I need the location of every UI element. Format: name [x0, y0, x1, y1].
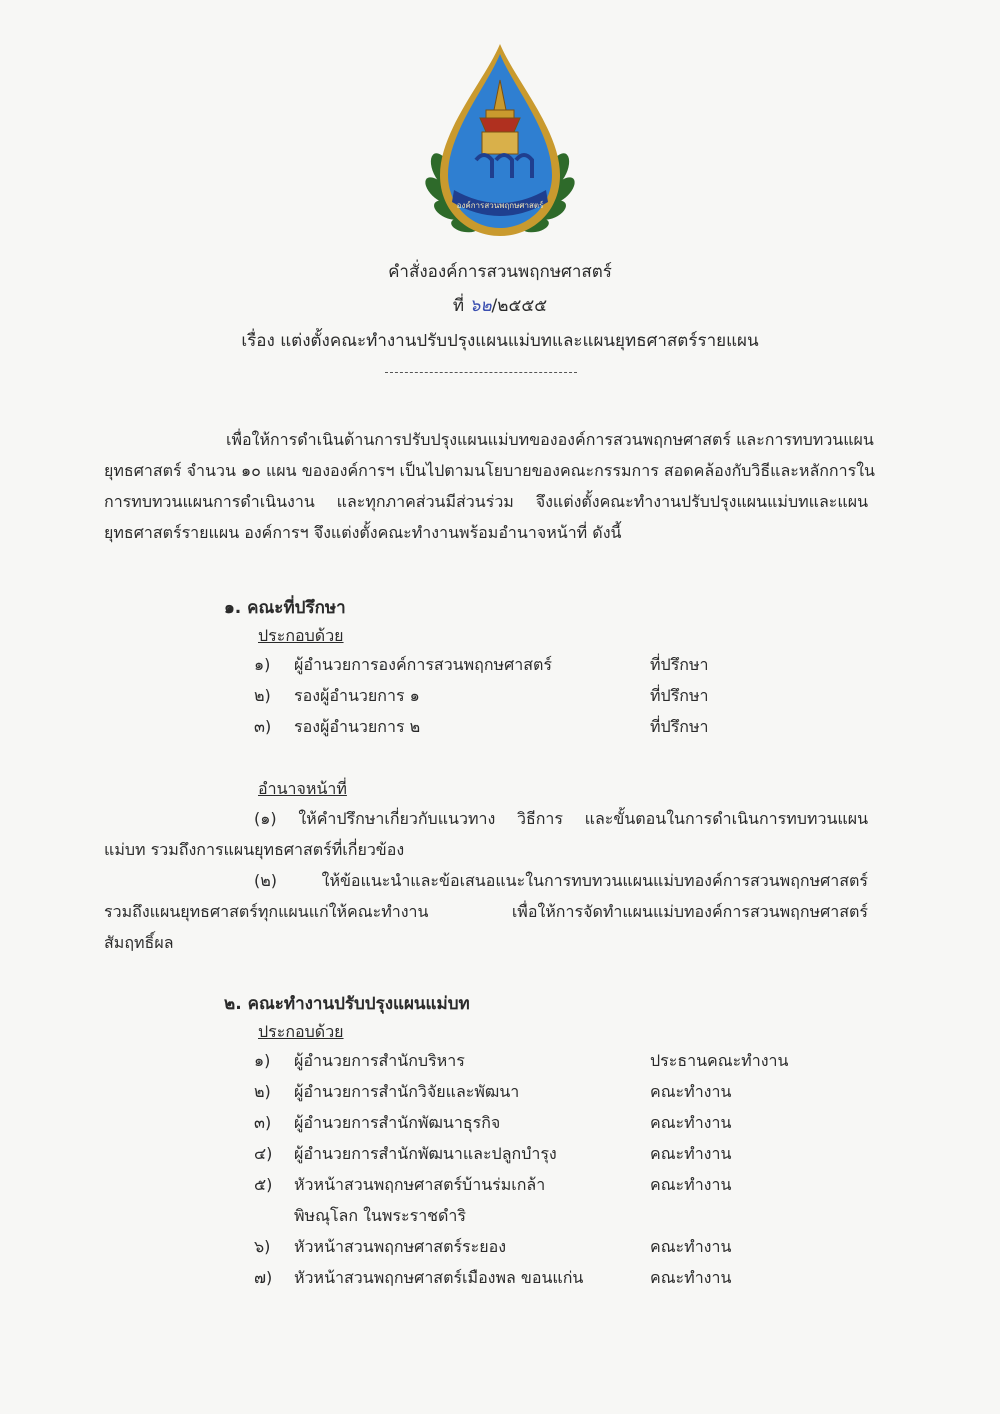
section1-composed-label: ประกอบด้วย [258, 626, 344, 645]
intro-paragraph [104, 424, 875, 548]
member-role: ที่ปรึกษา [650, 686, 709, 705]
order-number [0, 292, 1000, 319]
svg-text:องค์การสวนพฤกษศาสตร์: องค์การสวนพฤกษศาสตร์ [456, 201, 544, 210]
duty-line: (๑) ให้คำปรึกษาเกี่ยวกับแนวทาง วิธีการ และขั้นตอนในการดำเนินการทบทวนแผน [254, 809, 868, 828]
organization-emblem-logo [420, 40, 580, 240]
duty-line: แม่บท รวมถึงการแผนยุทธศาสตร์ที่เกี่ยวข้อง [104, 840, 405, 859]
order-number-handwritten: ๖๒ [469, 296, 492, 316]
member-number: ๓) [254, 717, 272, 736]
order-subject: เรื่อง แต่งตั้งคณะทำงานปรับปรุงแผนแม่บทและแผนยุทธศาสตร์รายแผน [241, 331, 759, 351]
member-name: ผู้อำนวยการสำนักวิจัยและพัฒนา [294, 1082, 520, 1101]
duty-line: (๒) ให้ข้อแนะนำและข้อเสนอแนะในการทบทวนแผนแม่บทองค์การสวนพฤกษศาสตร์ [254, 871, 868, 890]
section2-member-row [254, 1173, 814, 1235]
section2-member-row [254, 1142, 814, 1172]
member-number: ๕) [254, 1175, 273, 1194]
section2-heading: ๒. คณะทำงานปรับปรุงแผนแม่บท [224, 994, 470, 1014]
section2-member-row [254, 1266, 814, 1296]
member-name-continued: พิษณุโลก ในพระราชดำริ [294, 1206, 466, 1225]
section2-composed-label: ประกอบด้วย [258, 1022, 344, 1041]
member-number: ๗) [254, 1268, 273, 1287]
member-number: ๓) [254, 1113, 272, 1132]
member-name: รองผู้อำนวยการ ๑ [294, 686, 420, 705]
section2-member-row [254, 1235, 814, 1265]
member-name: ผู้อำนวยการสำนักพัฒนาธุรกิจ [294, 1113, 501, 1132]
duty-line: รวมถึงแผนยุทธศาสตร์ทุกแผนแก่ให้คณะทำงาน เพื่อให้การจัดทำแผนแม่บทองค์การสวนพฤกษศาสตร์ [104, 902, 868, 921]
section1-duty-1 [104, 803, 868, 865]
member-name: ผู้อำนวยการสำนักพัฒนาและปลูกบำรุง [294, 1144, 557, 1163]
member-number: ๔) [254, 1144, 273, 1163]
member-number: ๑) [254, 655, 271, 674]
order-number-suffix: /๒๕๕๕ [491, 296, 548, 316]
member-name: ผู้อำนวยการสำนักบริหาร [294, 1051, 465, 1070]
intro-line: เพื่อให้การดำเนินด้านการปรับปรุงแผนแม่บทขององค์การสวนพฤกษศาสตร์ และการทบทวนแผน [226, 430, 874, 449]
member-number: ๒) [254, 1082, 271, 1101]
member-role: คณะทำงาน [650, 1175, 732, 1194]
section1-member-row [254, 715, 814, 745]
section1-duties-label: อำนาจหน้าที่ [258, 779, 347, 798]
section1-duty-2 [104, 865, 868, 958]
duty-line: สัมฤทธิ์ผล [104, 933, 174, 952]
order-number-prefix: ที่ [452, 296, 465, 316]
order-title: คำสั่งองค์การสวนพฤกษศาสตร์ [388, 262, 612, 282]
member-role: ประธานคณะทำงาน [650, 1051, 789, 1070]
member-name: หัวหน้าสวนพฤกษศาสตร์บ้านร่มเกล้า [294, 1175, 546, 1194]
member-name: ผู้อำนวยการองค์การสวนพฤกษศาสตร์ [294, 655, 552, 674]
section1-heading: ๑. คณะที่ปรึกษา [224, 598, 346, 618]
intro-line: ยุทธศาสตร์รายแผน องค์การฯ จึงแต่งตั้งคณะทำงานพร้อมอำนาจหน้าที่ ดังนี้ [104, 523, 622, 542]
member-role: คณะทำงาน [650, 1268, 732, 1287]
section2-member-row [254, 1049, 814, 1079]
member-name: หัวหน้าสวนพฤกษศาสตร์เมืองพล ขอนแก่น [294, 1268, 584, 1287]
member-number: ๒) [254, 686, 271, 705]
member-role: คณะทำงาน [650, 1237, 732, 1256]
member-role: คณะทำงาน [650, 1113, 732, 1132]
member-role: ที่ปรึกษา [650, 655, 709, 674]
member-role: ที่ปรึกษา [650, 717, 709, 736]
intro-line: ยุทธศาสตร์ จำนวน ๑๐ แผน ขององค์การฯ เป็นไปตามนโยบายของคณะกรรมการ สอดคล้องกับวิธีและหลักการใน [104, 461, 875, 480]
header-divider [385, 372, 577, 373]
member-role: คณะทำงาน [650, 1082, 732, 1101]
member-role: คณะทำงาน [650, 1144, 732, 1163]
member-name: รองผู้อำนวยการ ๒ [294, 717, 421, 736]
intro-line: การทบทวนแผนการดำเนินงาน และทุกภาคส่วนมีส่วนร่วม จึงแต่งตั้งคณะทำงานปรับปรุงแผนแม่บทและแผน [104, 492, 868, 511]
member-number: ๑) [254, 1051, 271, 1070]
member-number: ๖) [254, 1237, 271, 1256]
member-name: หัวหน้าสวนพฤกษศาสตร์ระยอง [294, 1237, 507, 1256]
section2-member-row [254, 1111, 814, 1141]
section2-member-row [254, 1080, 814, 1110]
section1-member-row [254, 653, 814, 683]
section1-member-row [254, 684, 814, 714]
